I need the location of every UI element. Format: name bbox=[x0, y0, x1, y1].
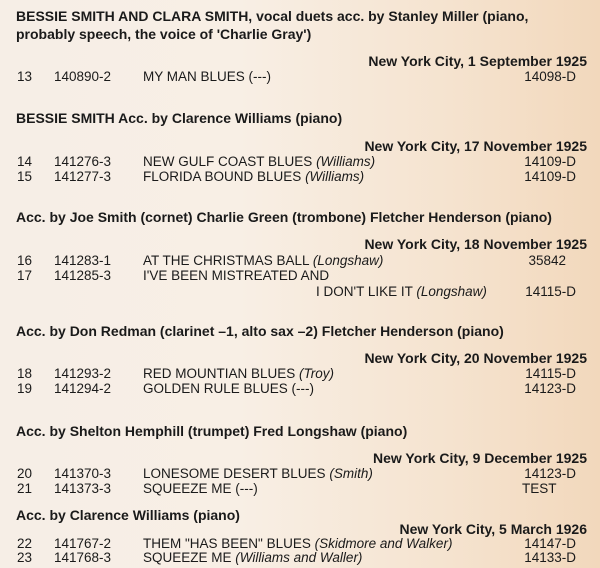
matrix-number: 141373-3 bbox=[54, 481, 112, 496]
session-2-header: BESSIE SMITH Acc. by Clarence Williams (piano) bbox=[16, 110, 343, 126]
matrix-number: 141767-2 bbox=[54, 536, 112, 551]
session-1-header-line-2: probably speech, the voice of 'Charlie Gray') bbox=[16, 26, 312, 42]
session-3-header: Acc. by Joe Smith (cornet) Charlie Green (trombone) Fletcher Henderson (piano) bbox=[16, 209, 552, 225]
composer-credit: (Williams) bbox=[305, 169, 365, 184]
track-title: SQUEEZE ME (---) bbox=[143, 481, 258, 496]
track-title: RED MOUNTIAN BLUES (Troy) bbox=[143, 366, 335, 381]
matrix-number: 141294-2 bbox=[54, 381, 112, 396]
catalog-number: 14147-D bbox=[524, 536, 576, 551]
track-title: SQUEEZE ME (Williams and Waller) bbox=[143, 550, 363, 565]
catalog-number: 14123-D bbox=[524, 381, 576, 396]
track-number: 16 bbox=[17, 253, 33, 268]
catalog-number: 14109-D bbox=[524, 154, 576, 169]
track-title: FLORIDA BOUND BLUES (Williams) bbox=[143, 169, 365, 184]
matrix-number: 141285-3 bbox=[54, 268, 112, 283]
track-title: THEM "HAS BEEN" BLUES (Skidmore and Walker) bbox=[143, 536, 453, 551]
matrix-number: 140890-2 bbox=[54, 69, 112, 84]
catalog-number: 14115-D bbox=[525, 284, 576, 299]
session-4-header: Acc. by Don Redman (clarinet –1, alto sax –2) Fletcher Henderson (piano) bbox=[16, 323, 504, 339]
session-1-date: New York City, 1 September 1925 bbox=[368, 53, 587, 69]
track-title: MY MAN BLUES (---) bbox=[143, 69, 272, 84]
matrix-number: 141370-3 bbox=[54, 466, 112, 481]
session-1-header-line-1: BESSIE SMITH AND CLARA SMITH, vocal duets acc. by Stanley Miller (piano, bbox=[16, 8, 529, 24]
session-4-date: New York City, 20 November 1925 bbox=[364, 350, 587, 366]
track-title: I'VE BEEN MISTREATED AND bbox=[143, 268, 330, 283]
catalog-number: 35842 bbox=[528, 253, 566, 268]
composer-credit: (Longshaw) bbox=[416, 284, 487, 299]
track-number: 14 bbox=[17, 154, 33, 169]
session-5-header: Acc. by Shelton Hemphill (trumpet) Fred Longshaw (piano) bbox=[16, 423, 408, 439]
track-number: 23 bbox=[17, 550, 33, 565]
track-title-continued: I DON'T LIKE IT (Longshaw) bbox=[316, 284, 487, 299]
session-2-date: New York City, 17 November 1925 bbox=[364, 138, 587, 154]
matrix-number: 141283-1 bbox=[54, 253, 112, 268]
matrix-number: 141293-2 bbox=[54, 366, 112, 381]
track-number: 19 bbox=[17, 381, 33, 396]
catalog-number: 14133-D bbox=[524, 550, 576, 565]
track-number: 13 bbox=[17, 69, 33, 84]
matrix-number: 141276-3 bbox=[54, 154, 112, 169]
session-6-header: Acc. by Clarence Williams (piano) bbox=[16, 507, 240, 523]
track-title: GOLDEN RULE BLUES (---) bbox=[143, 381, 315, 396]
composer-credit: (Troy) bbox=[299, 366, 335, 381]
track-number: 15 bbox=[17, 169, 33, 184]
composer-credit: (Williams and Waller) bbox=[235, 550, 363, 565]
catalog-number: 14115-D bbox=[525, 366, 576, 381]
catalog-number: TEST bbox=[522, 481, 557, 496]
track-title: NEW GULF COAST BLUES (Williams) bbox=[143, 154, 376, 169]
track-number: 21 bbox=[17, 481, 33, 496]
catalog-number: 14098-D bbox=[524, 69, 576, 84]
session-6-date: New York City, 5 March 1926 bbox=[399, 521, 587, 537]
catalog-number: 14123-D bbox=[524, 466, 576, 481]
composer-credit: (Skidmore and Walker) bbox=[314, 536, 453, 551]
track-number: 22 bbox=[17, 536, 33, 551]
composer-credit: (Smith) bbox=[329, 466, 373, 481]
matrix-number: 141768-3 bbox=[54, 550, 112, 565]
track-title: LONESOME DESERT BLUES (Smith) bbox=[143, 466, 373, 481]
track-title: AT THE CHRISTMAS BALL (Longshaw) bbox=[143, 253, 384, 268]
track-number: 20 bbox=[17, 466, 33, 481]
composer-credit: (Williams) bbox=[316, 154, 376, 169]
session-5-date: New York City, 9 December 1925 bbox=[373, 450, 587, 466]
matrix-number: 141277-3 bbox=[54, 169, 112, 184]
session-3-date: New York City, 18 November 1925 bbox=[364, 236, 587, 252]
composer-credit: (Longshaw) bbox=[312, 253, 384, 268]
track-number: 17 bbox=[17, 268, 33, 283]
track-number: 18 bbox=[17, 366, 33, 381]
catalog-number: 14109-D bbox=[524, 169, 576, 184]
